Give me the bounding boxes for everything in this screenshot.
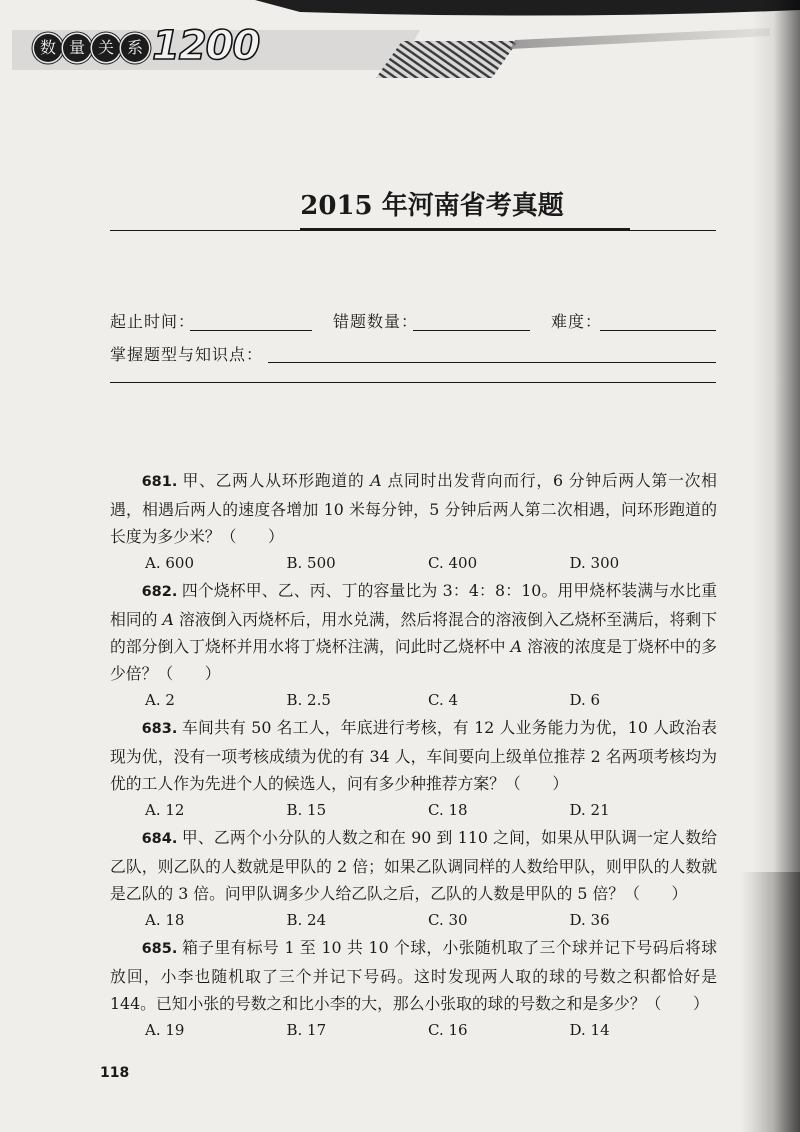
time-blank [190,330,312,331]
option-c: C. 400 [428,554,478,572]
title-rule-thick [300,228,630,231]
question-number: 683. [141,721,178,737]
series-char-circle: 量 [63,34,91,62]
series-char-circle: 关 [92,34,120,62]
question-number: 684. [141,831,178,847]
errors-blank [413,330,530,331]
option-c: C. 18 [428,801,468,819]
question-number: 685. [141,941,178,957]
answer-options [110,797,717,824]
page-corner-shadow [740,872,800,1132]
difficulty-label: 难度： [551,312,603,331]
option-b: B. 2.5 [286,691,331,709]
question-683 [110,714,717,824]
stem-variable: A [162,610,174,629]
option-d: D. 21 [569,801,610,819]
answer-options [110,550,717,577]
stem-text: 四个烧杯甲、乙、丙、丁的容量比为 3：4：8：10。用甲烧杯装满与水比重相同的 [110,581,717,629]
difficulty-blank [600,330,716,331]
question-684 [110,824,717,934]
stem-text: 甲、乙两人从环形跑道的 [181,471,371,490]
option-c: C. 30 [428,911,468,929]
option-b: B. 24 [286,911,327,929]
option-a: A. 19 [145,1021,185,1039]
option-c: C. 4 [428,691,459,709]
series-number: 1200 [152,23,260,69]
option-d: D. 300 [569,554,620,572]
errors-label: 错题数量： [333,312,419,331]
question-stem [110,934,717,1017]
answer-options [110,1017,717,1044]
question-681 [110,467,717,577]
option-b: B. 15 [286,801,327,819]
question-number: 682. [141,584,178,600]
answer-options [110,687,717,714]
question-682 [110,577,717,714]
question-stem [110,577,717,687]
knowledge-label: 掌握题型与知识点： [110,345,264,364]
header-fade-band [510,28,770,49]
stem-text: 溶液的浓度是丁烧杯中的多少倍？（ ） [110,637,717,683]
option-d: D. 6 [569,691,601,709]
stem-text: 甲、乙两个小分队的人数之和在 90 到 110 之间，如果从甲队调一定人数给乙队，则乙队的人数就是甲队的 2 倍；如果乙队调同样的人数给甲队，则甲队的人数就是乙队的 3 倍。问甲队调多少人给乙队之后，乙队的人数是甲队的 5 倍？（ ） [110,828,717,903]
header-decoration [0,0,800,90]
question-685 [110,934,717,1044]
stem-variable: A [370,471,382,490]
question-number: 681. [141,474,178,490]
option-a: A. 600 [145,554,194,572]
option-d: D. 36 [569,911,610,929]
notes-blank [110,382,716,383]
question-list [110,467,717,1044]
option-d: D. 14 [569,1021,610,1039]
option-a: A. 18 [145,911,185,929]
option-c: C. 16 [428,1021,468,1039]
question-stem [110,824,717,907]
time-label: 起止时间： [110,312,196,331]
header-top-band [255,0,800,16]
stem-text: 箱子里有标号 1 至 10 共 10 个球，小张随机取了三个球并记下号码后将球放回，小李也随机取了三个并记下号码。这时发现两人取的球的号数之积都恰好是 144。已知小张的号数之和比小李的大，那么小张取的球的号数之和是多少？（ ） [110,938,717,1013]
option-a: A. 2 [145,691,175,709]
question-stem [110,467,717,550]
option-a: A. 12 [145,801,185,819]
stem-text: 溶液倒入丙烧杯后，用水兑满，然后将混合的溶液倒入乙烧杯至满后，将剩下的部分倒入丁烧杯并用水将丁烧杯注满，问此时乙烧杯中 [110,610,717,656]
page-number: 118 [100,1065,130,1081]
knowledge-blank [268,362,716,363]
stem-variable: A [510,637,523,656]
page-title: 2015 年河南省考真题 [300,191,564,221]
option-b: B. 500 [286,554,336,572]
stem-text: 点同时出发背向而行，6 分钟后两人第一次相遇，相遇后两人的速度各增加 10 米每分钟，5 分钟后两人第二次相遇，问环形跑道的长度为多少米？（ ） [110,471,717,546]
series-char-circle: 系 [121,34,149,62]
series-char-circle: 数 [34,34,62,62]
stem-text: 车间共有 50 名工人，年底进行考核，有 12 人业务能力为优，10 人政治表现为优，没有一项考核成绩为优的有 34 人，车间要向上级单位推荐 2 名两项考核均为优的工人作为先进个人的候选人，问有多少种推荐方案？（ ） [110,718,717,793]
question-stem [110,714,717,797]
option-b: B. 17 [286,1021,327,1039]
answer-options [110,907,717,934]
